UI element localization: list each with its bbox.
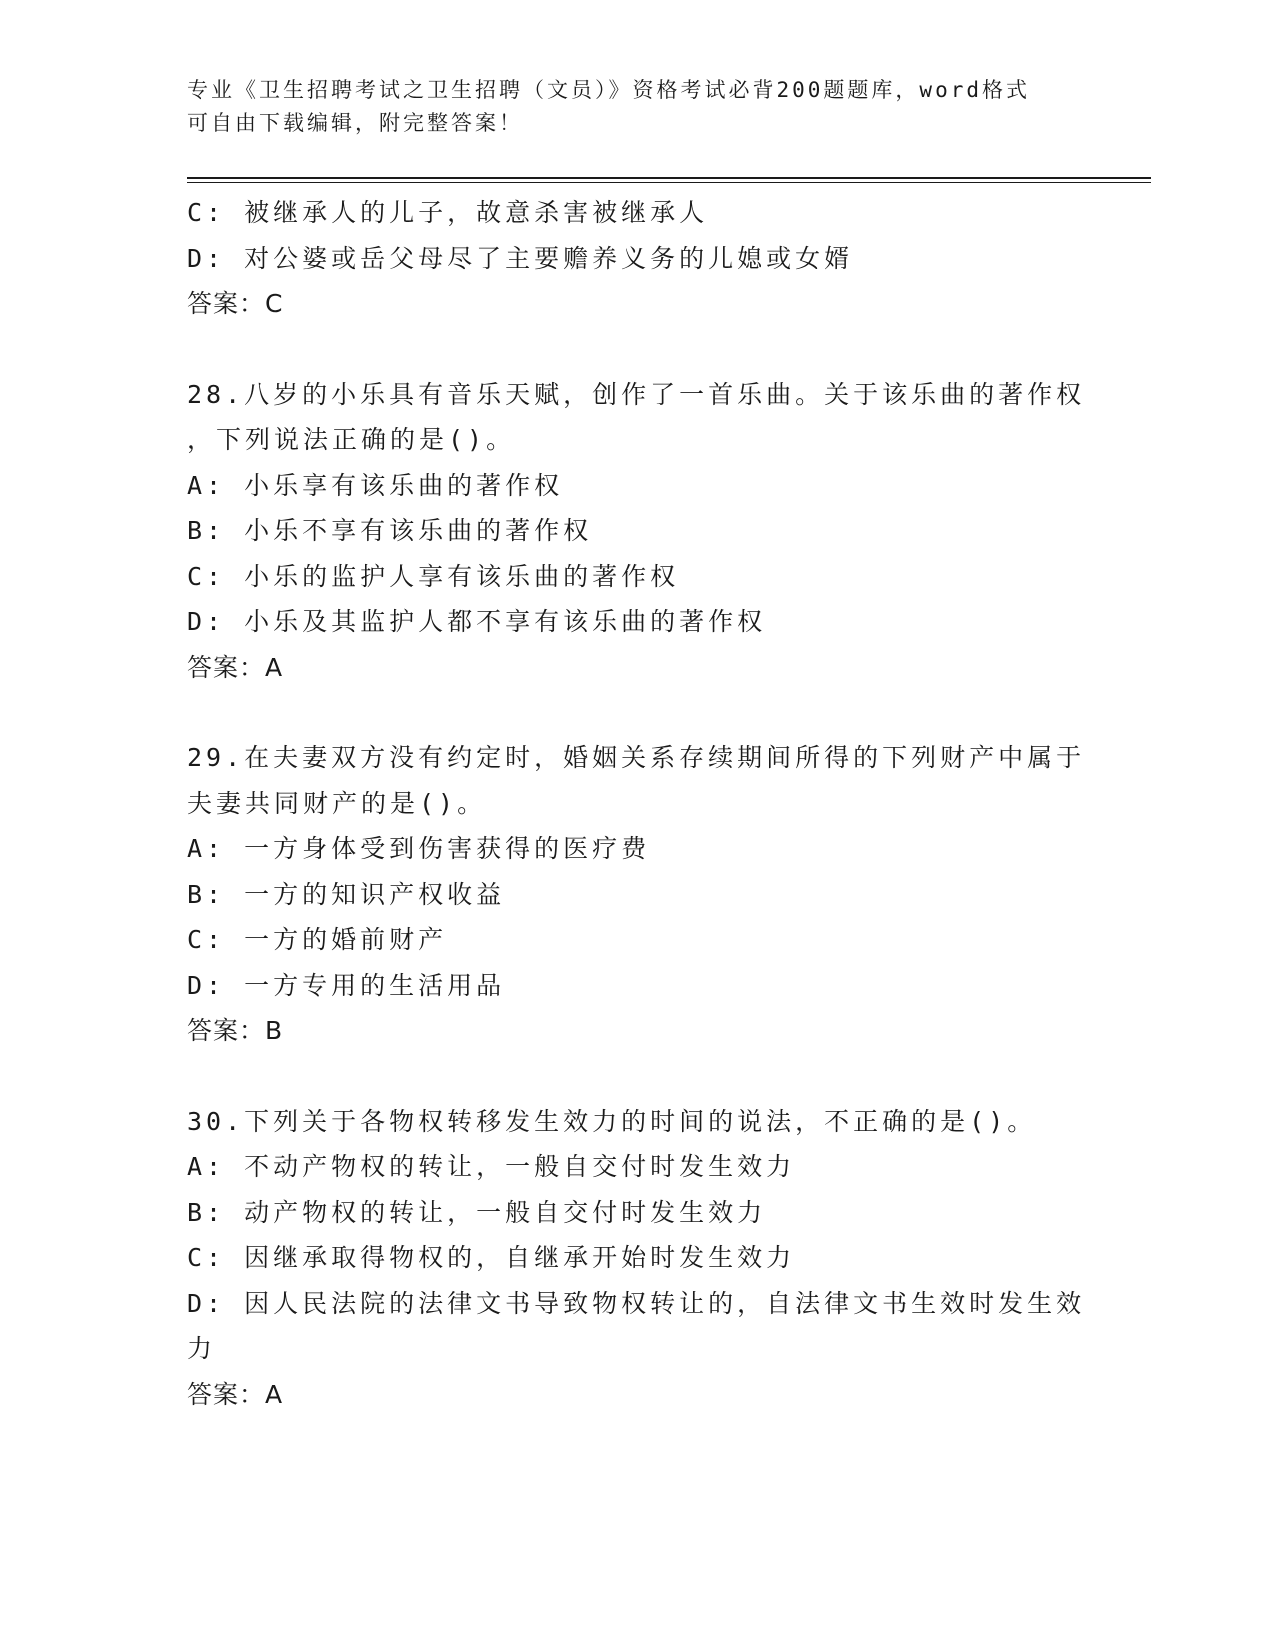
question-28 [187, 372, 1087, 691]
header-divider-thin [187, 182, 1151, 183]
answer-line: 答案：A [187, 652, 284, 682]
option-a: A: 小乐享有该乐曲的著作权 [187, 470, 564, 500]
question-stem: 夫妻共同财产的是()。 [187, 788, 487, 818]
question-30 [187, 1099, 1087, 1418]
question-list [187, 190, 1087, 1417]
option-b: B: 动产物权的转让，一般自交付时发生效力 [187, 1197, 767, 1227]
option-c: C: 被继承人的儿子，故意杀害被继承人 [187, 198, 709, 227]
question-stem: ，下列说法正确的是()。 [187, 425, 516, 454]
option-b: B: 一方的知识产权收益 [187, 879, 506, 909]
header-title-line-1: 专业《卫生招聘考试之卫生招聘（文员）》资格考试必背200题题库，word格式 [187, 78, 1030, 102]
question-stem: 29.在夫妻双方没有约定时，婚姻关系存续期间所得的下列财产中属于 [187, 743, 1086, 772]
question-stem: 28.八岁的小乐具有音乐天赋，创作了一首乐曲。关于该乐曲的著作权 [187, 379, 1086, 409]
header-title-line-2: 可自由下载编辑，附完整答案！ [187, 111, 523, 135]
question-27-tail [187, 190, 1087, 327]
answer-line: 答案：C [187, 289, 284, 318]
header-divider [187, 177, 1151, 179]
option-c: C: 小乐的监护人享有该乐曲的著作权 [187, 561, 680, 591]
option-d: D: 小乐及其监护人都不享有该乐曲的著作权 [187, 607, 767, 636]
question-29 [187, 735, 1087, 1054]
document-header [187, 74, 1067, 140]
option-d: D: 一方专用的生活用品 [187, 970, 506, 1000]
option-d: D: 对公婆或岳父母尽了主要赡养义务的儿媳或女婿 [187, 243, 854, 273]
option-a: A: 一方身体受到伤害获得的医疗费 [187, 834, 651, 863]
answer-line: 答案：B [187, 1016, 284, 1045]
option-c: C: 一方的婚前财产 [187, 925, 448, 954]
option-d: D: 因人民法院的法律文书导致物权转让的，自法律文书生效时发生效 [187, 1288, 1086, 1318]
option-c: C: 因继承取得物权的，自继承开始时发生效力 [187, 1243, 796, 1272]
question-stem: 30.下列关于各物权转移发生效力的时间的说法，不正确的是()。 [187, 1106, 1037, 1136]
option-b: B: 小乐不享有该乐曲的著作权 [187, 516, 593, 545]
option-a: A: 不动产物权的转让，一般自交付时发生效力 [187, 1152, 796, 1181]
answer-line: 答案：A [187, 1379, 284, 1409]
option-d-continued: 力 [187, 1334, 217, 1363]
